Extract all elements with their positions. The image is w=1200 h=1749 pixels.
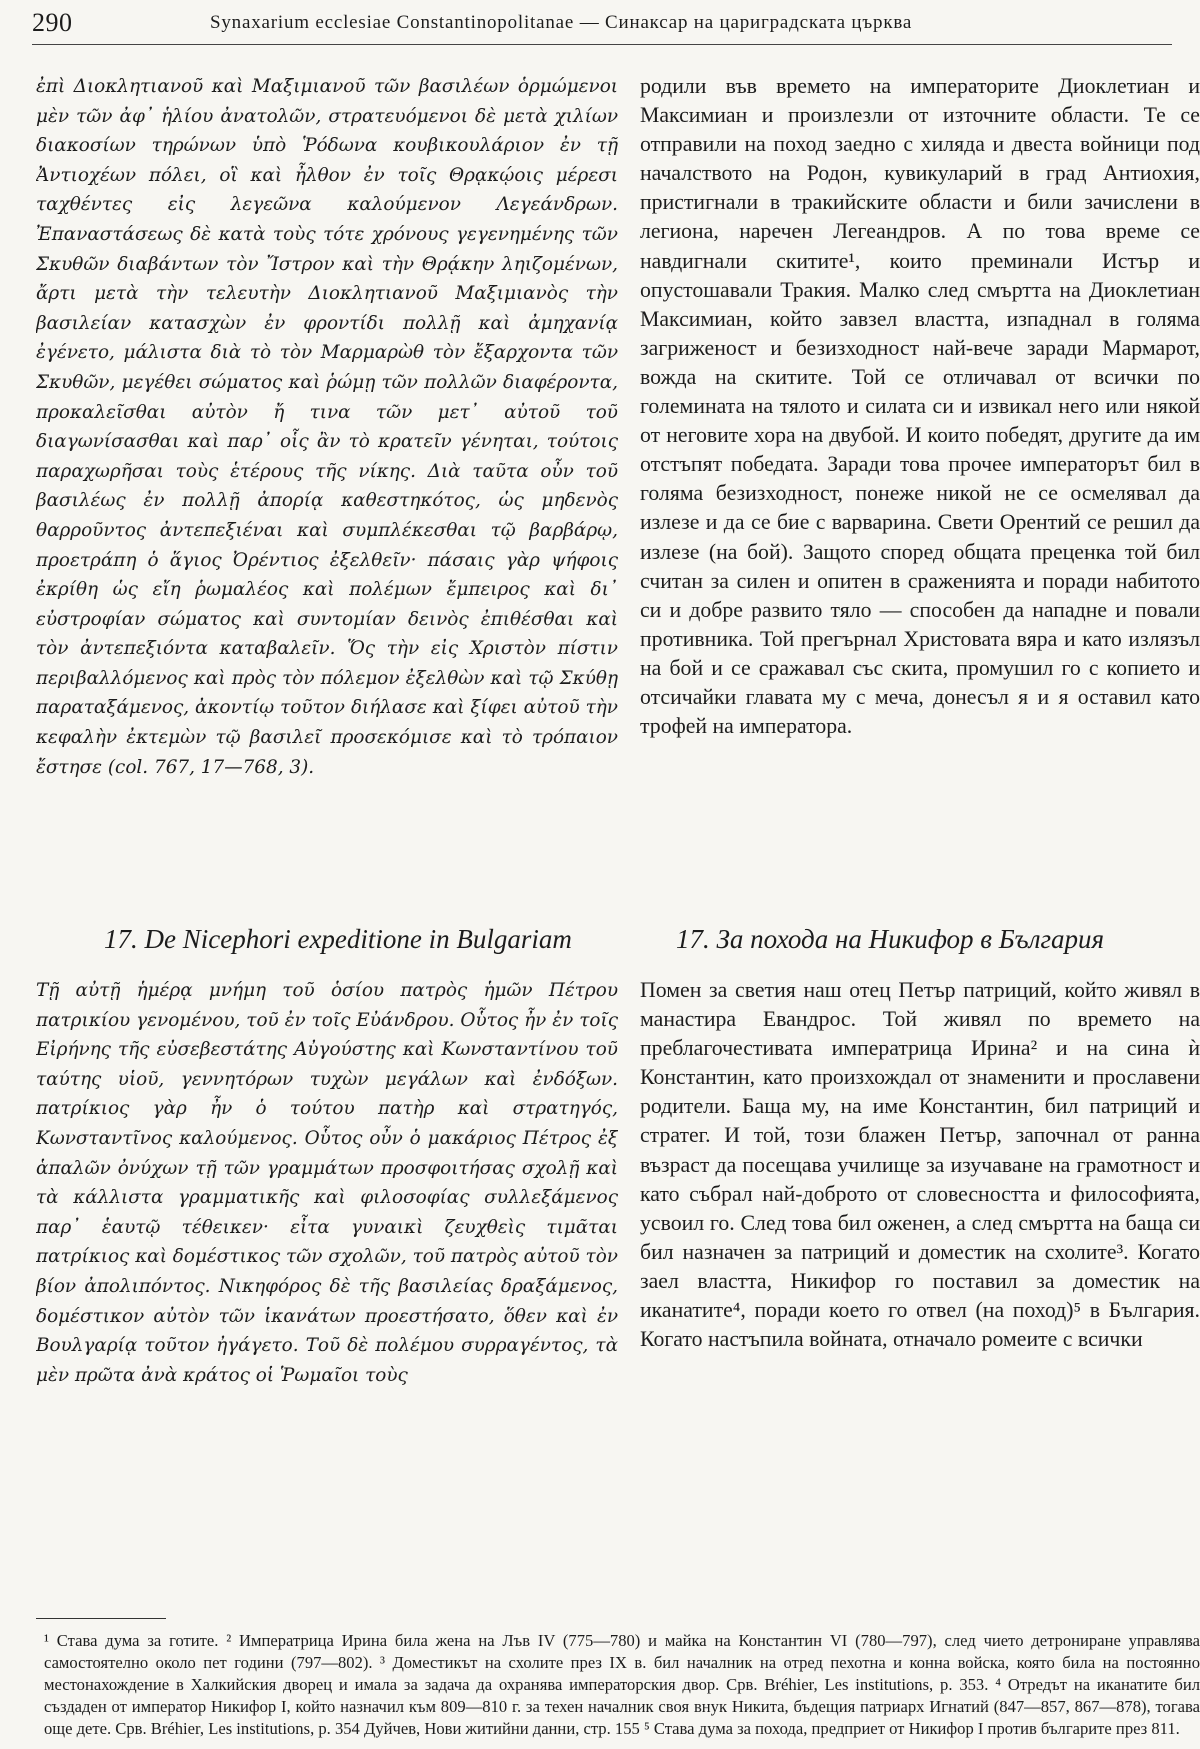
greek-column-top xyxy=(36,72,618,832)
footnote-rule xyxy=(36,1618,166,1619)
footnotes-text: ¹ Става дума за готите. ² Императрица Ирина била жена на Лъв IV (775—780) и майка на Константин VI (780—797), след чието детрониране управлява самостоятелно около пет години (797—802). ³ Доместикът на схолите през IX в. бил началник на отред пехотна и конна войска, която била на постоянно местонахождение в Халкийския дворец и имала за задача да охранява императорския двор. Срв. Bréhier, Les institutions, p. 353. ⁴ Отредът на иканатите бил създаден от император Никифор I, който назначил към 809—810 г. за техен началник своя внук Никита, бъдещия патриарх Игнатий (847—857, 867—878), тогава още дете. Срв. Bréhier, Les institutions, p. 354 Дуйчев, Нови житийни данни, стр. 155 ⁵ Става дума за похода, предприет от Никифор I против българите през 811. xyxy=(44,1631,1200,1738)
greek-column-bottom xyxy=(36,976,618,1676)
page-number: 290 xyxy=(32,8,73,37)
running-title: Synaxarium ecclesiae Constantinopolitanae — Синаксар на цариградската църква xyxy=(210,12,913,33)
section-title-bulgarian: 17. За похода на Никифор в България xyxy=(676,924,1105,954)
greek-text-top: ἐπὶ Διοκλητιανοῦ καὶ Μαξιμιανοῦ τῶν βασιλέων ὁρμώμενοι μὲν τῶν ἀφ᾽ ἡλίου ἀνατολῶν, στρατευόμενοι δὲ μετὰ χιλίων διακοσίων τηρώνων ὑπὸ Ῥόδωνα κουβικουλάριον ἐν τῇ Ἀντιοχέων πόλει, οἳ καὶ ἦλθον ἐν τοῖς Θρᾳκῴοις μέρεσι ταχθέντες εἰς λεγεῶνα καλούμενον Λεγεάνδρων. Ἐπαναστάσεως δὲ κατὰ τοὺς τότε χρόνους γεγενημένης τῶν Σκυθῶν διαβάντων τὸν Ἴστρον καὶ τὴν Θρᾴκην ληιζομένων, ἄρτι μετὰ τὴν τελευτὴν Διοκλητιανοῦ Μαξιμιανὸς τὴν βασιλείαν κατασχὼν ἐν φροντίδι πολλῇ καὶ ἀμηχανίᾳ ἐγένετο, μάλιστα διὰ τὸ τὸν Μαρμαρὼθ τὸν ἔξαρχοντα τῶν Σκυθῶν, μεγέθει σώματος καὶ ῥώμῃ τῶν πολλῶν διαφέροντα, προκαλεῖσθαι αὐτὸν ἤ τινα τῶν μετ᾽ αὐτοῦ τοῦ διαγωνίσασθαι καὶ παρ᾽ οἷς ἂν τὸ κρατεῖν γένηται, τούτοις παραχωρῆσαι τοὺς ἑτέρους τῆς νίκης. Διὰ ταῦτα οὖν τοῦ βασιλέως ἐν πολλῇ ἀπορίᾳ καθεστηκότος, ὡς μηδενὸς θαρροῦντος ἀντεπεξιέναι καὶ συμπλέκεσθαι τῷ βαρβάρῳ, προετράπη ὁ ἅγιος Ὀρέντιος ἐξελθεῖν· πάσαις γὰρ ψήφοις ἐκρίθη ὡς εἴη ῥωμαλέος καὶ πολέμων ἔμπειρος καὶ δι᾽ εὐστροφίαν σώματος καὶ συντομίαν δεινὸς ἐπιθέσθαι καὶ τὸν ἀντεπεξιόντα καταβαλεῖν. Ὅς τὴν εἰς Χριστὸν πίστιν περιβαλλόμενος καὶ πρὸς τὸν πόλεμον ἐξελθὼν καὶ τῷ Σκύθῃ παραταξάμενος, ἀκοντίῳ τοῦτον διήλασε καὶ ξίφει αὐτοῦ τὴν κεφαλὴν ἐκτεμὼν τῷ βασιλεῖ προσεκόμισε καὶ τὸ τρόπαιον ἔστησε (col. 767, 17—768, 3). xyxy=(36,76,618,778)
bulgarian-text-bottom: Помен за светия наш отец Петър патриций, който живял в манастира Евандрос. Той живял по времето на преблагочестивата императрица Ирина² и на сина ѝ Константин, като произхождал от знаменити и прославени родители. Баща му, на име Константин, бил патриций и стратег. И той, този блажен Петър, започнал от ранна възраст да посещава училище за изучаване на грамотност и като събрал най-доброто от словесността и философията, усвоил го. След това бил оженен, а след смъртта на баща си бил назначен за патриций и доместик на схолите³. Когато заел властта, Никифор го поставил за доместик на иканатите⁴, поради което го отвел (на поход)⁵ в България. Когато настъпила войната, отначало ромеите с всички xyxy=(640,978,1200,1352)
bulgarian-column-top xyxy=(640,72,1200,892)
header-rule xyxy=(32,44,1172,45)
bulgarian-text-top: родили във времето на императорите Диоклетиан и Максимиан и произлезли от източните области. Те се отправили на поход заедно с хиляда и двеста войници под началството на Родон, кувикуларий в град Антиохия, пристигнали в тракийските области и били зачислени в легиона, наречен Легеандров. А по това време се навдигнали скитите¹, които преминали Истър и опустошавали Тракия. Малко след смъртта на Диоклетиан Максимиан, който завзел властта, изпаднал в голяма загриженост и безизходност най-вече заради Мармарот, вожда на скитите. Той се отличавал от всички по големината на тялото и силата си и извикал него или някой от неговите хора на двубой. И които победят, другите да им отстъпят победата. Заради това прочее императорът бил в голяма безизходност, понеже никой не се осмелявал да излезе и да се бие с варварина. Свети Орентий се решил да излезе (на бой). Защото според общата преценка той бил считан за силен и опитен в сраженията и поради набитото си и добре развито тяло — способен да нападне и повали противника. Той прегърнал Христовата вяра и като излязъл на бой и се сражавал със скита, промушил го с копието и отсичайки главата му с меча, донесъл я и я оставил като трофей на императора. xyxy=(640,74,1200,739)
greek-text-bottom: Τῇ αὐτῇ ἡμέρᾳ μνήμη τοῦ ὁσίου πατρὸς ἡμῶν Πέτρου πατρικίου γενομένου, τοῦ ἐν τοῖς Εὐάνδρου. Οὗτος ἦν ἐν τοῖς Εἰρήνης τῆς εὐσεβεστάτης Αὐγούστης καὶ Κωνσταντίνου τοῦ ταύτης υἱοῦ, γεννητόρων τυχὼν μεγάλων καὶ ἐνδόξων. πατρίκιος γὰρ ἦν ὁ τούτου πατὴρ καὶ στρατηγός, Κωνσταντῖνος καλούμενος. Οὗτος οὖν ὁ μακάριος Πέτρος ἐξ ἁπαλῶν ὀνύχων τῇ τῶν γραμμάτων προσφοιτήσας σχολῇ καὶ τὰ κάλλιστα γραμματικῆς καὶ φιλοσοφίας συλλεξάμενος παρ᾽ ἑαυτῷ τέθεικεν· εἶτα γυναικὶ ζευχθεὶς τιμᾶται πατρίκιος καὶ δομέστικος τῶν σχολῶν, τοῦ πατρὸς αὐτοῦ τὸν βίον ἀπολιπόντος. Νικηφόρος δὲ τῆς βασιλείας δραξάμενος, δομέστικον αὐτὸν τῶν ἱκανάτων προεστήσατο, ὅθεν καὶ ἐν Βουλγαρίᾳ τοῦτον ἠγάγετο. Τοῦ δὲ πολέμου συρραγέντος, τὰ μὲν πρῶτα ἀνὰ κράτος οἱ Ῥωμαῖοι τοὺς xyxy=(36,980,618,1386)
bulgarian-column-bottom xyxy=(640,976,1200,1676)
running-head xyxy=(32,8,1172,42)
footnotes xyxy=(44,1630,1200,1742)
section-title-latin: 17. De Nicephori expeditione in Bulgariam xyxy=(104,924,572,954)
